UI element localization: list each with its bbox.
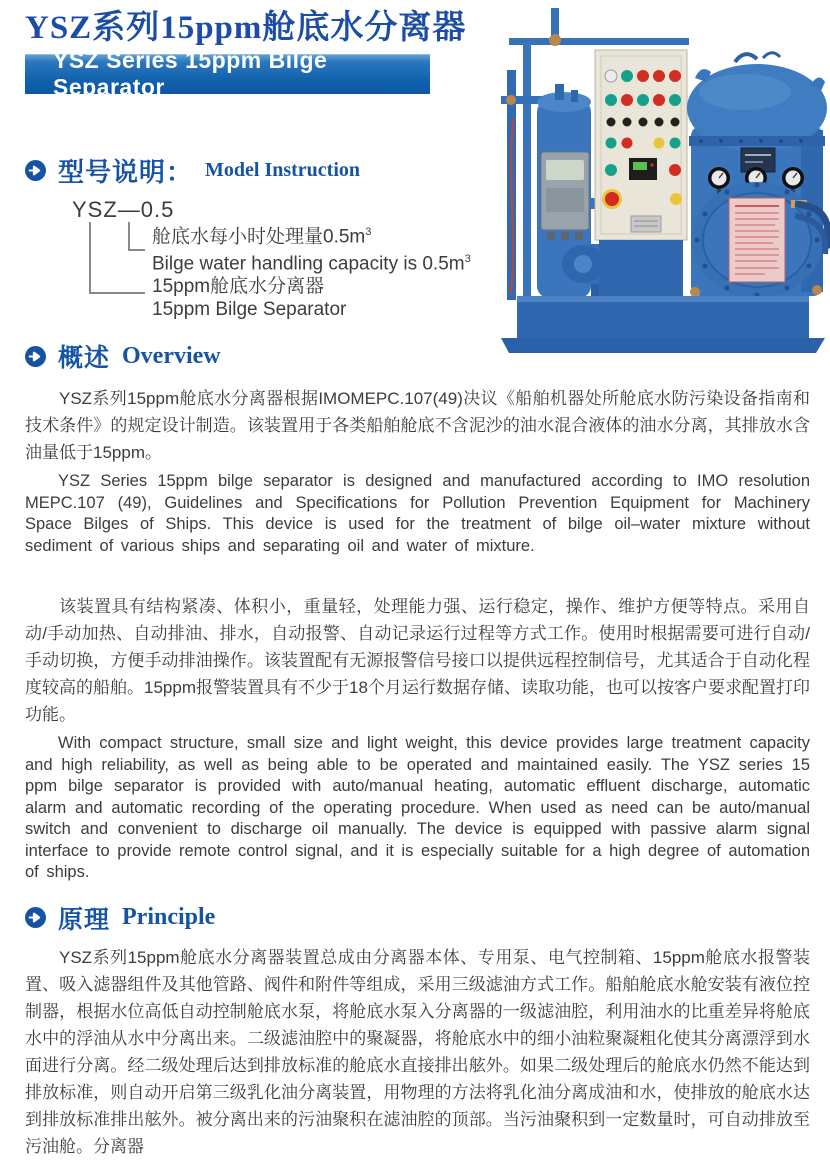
principle-paragraph-cn: YSZ系列15ppm舱底水分离器装置总成由分离器本体、专用泵、电气控制箱、15ppm舱底水报警装置、吸入滤器组件及其他管路、阀件和附件等组成，采用三级滤油方式工作。船舶舱底水舱安装有液位控制器，根据水位高低自动控制舱底水泵，将舱底水泵入分离器的一级滤油腔，利用油水的比重差异将舱底水中的浮油从水中分离出来。二级滤油腔中的聚凝器，将舱底水中的细小油粒聚凝粗化使其分离漂浮到水面进行分离。经二级处理后达到排放标准的舱底水直接排出舷外。如果二级处理后的舱底水仍然不能达到排放标准，则自动开启第三级乳化油分离装置，用物理的方法将乳化油分离成油和水，使排放的舱底水达到排放标准排出舷外。被分离出来的污油聚积在滤油腔的顶部。当污油聚积到一定数量时，可自动排放至污油舱。分离器 (25, 947, 810, 1156)
overview-paragraph-en-1: YSZ Series 15ppm bilge separator is designed and manufactured according to IMO resolution MEPC.107 (49), Guidelines and Specifications for Pollution Prevention Equipment for Machinery Space Bilges of Ships. This device is used for the treatment of bilge oil–water mixture without sediment of various ships and separating oil and water of mixture. (25, 472, 810, 555)
model-code-diagram (72, 197, 505, 322)
page-title: YSZ系列15ppm舱底水分离器 (25, 10, 467, 46)
title-banner-text: YSZ Series 15ppm Bilge Separator (53, 47, 328, 100)
overview-paragraph-cn-1: YSZ系列15ppm舱底水分离器根据IMOMEPC.107(49)决议《船舶机器处所舱底水防污染设备指南和技术条件》的规定设计制造。该装置用于各类船舶舱底不含泥沙的油水混合液体的油水分离，其排放水含油量低于15ppm。 (25, 389, 810, 462)
principle-section-heading (25, 900, 810, 936)
arrow-bullet-icon (25, 346, 46, 367)
overview-paragraph-cn-2: 该装置具有结构紧凑、体积小，重量轻，处理能力强、运行稳定，操作、维护方便等特点。采用自动/手动加热、自动排油、排水，自动报警、自动记录运行过程等方式工作。使用时根据需要可进行自动/手动切换，方便手动排油操作。该装置配有无源报警信号接口以提供远程控制信号，尤其适合于自动化程度较高的船舶。15ppm报警装置具有不少于18个月运行数据存储、读取功能，也可以按客户要求配置打印功能。 (25, 597, 810, 724)
base-skid (501, 296, 825, 353)
arrow-bullet-icon (25, 160, 46, 181)
name-plate (729, 198, 785, 282)
title-banner (25, 47, 430, 100)
principle-heading-cn: 原理 (58, 905, 111, 934)
separator-tank (687, 53, 828, 310)
model-code: YSZ—0.5 (72, 197, 175, 222)
model-heading-en: Model Instruction (205, 159, 361, 181)
model-heading-cn: 型号说明： (58, 157, 194, 187)
ppm-alarm-monitor (541, 152, 589, 240)
bilge-separator-illustration (495, 0, 830, 365)
overview-heading-en: Overview (122, 342, 221, 369)
principle-section (25, 900, 810, 1160)
model-section-heading (25, 152, 505, 189)
separator-branch-label: 15ppm舱底水分离器 15ppm Bilge Separator (152, 276, 347, 320)
capacity-branch-label: 舱底水每小时处理量$0.5m^3$ Bilge water handling capacity is $0.5m^3$ (152, 226, 471, 275)
product-photo (495, 0, 830, 365)
model-instruction-section (25, 152, 505, 322)
overview-paragraph-en-2: With compact structure, small size and light weight, this device provides large treatment capacity and high reliability, as well as being able to be operated and maintained easily. The YSZ series 15 ppm bilge separator is provided with auto/manual heating, automatic effluent discharge, automatic alarm and automatic recording of the operating procedure. When used as need can be auto/manual switch and convenient to discharge oil manually. The device is equipped with passive alarm signal interface to provide remote control signal, and it is especially suitable for a high degree of automation of ships. (25, 734, 810, 881)
overview-section (25, 338, 810, 884)
principle-heading-en: Principle (122, 904, 216, 930)
cabinet-display (629, 158, 657, 180)
emergency-stop-button (602, 189, 622, 209)
diagram-branch-line (89, 222, 145, 294)
control-cabinet (595, 50, 687, 296)
overview-heading-cn: 概述 (58, 344, 111, 372)
arrow-bullet-icon (25, 907, 46, 928)
